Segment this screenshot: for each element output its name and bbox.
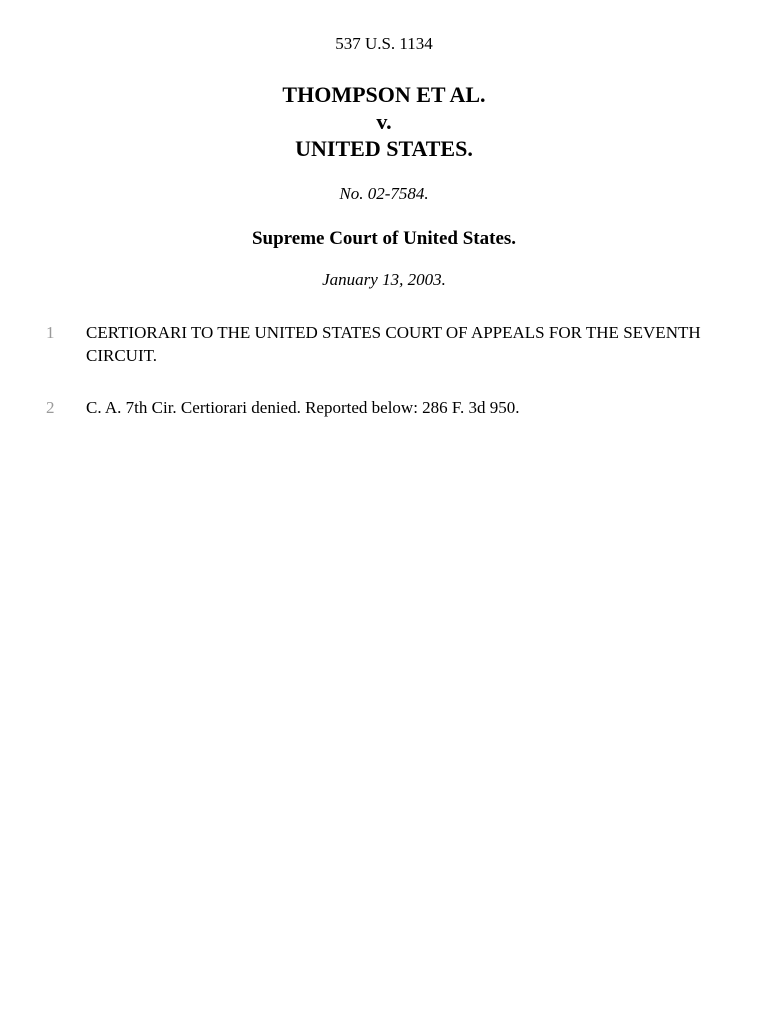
paragraph-number: 1 <box>46 323 55 342</box>
docket-number: No. 02-7584. <box>339 184 429 203</box>
paragraph-text: C. A. 7th Cir. Certiorari denied. Reported below: 286 F. 3d 950. <box>86 398 520 417</box>
paragraph-text: CERTIORARI TO THE UNITED STATES COURT OF APPEALS FOR THE SEVENTH CIRCUIT. <box>86 323 701 365</box>
court-name: Supreme Court of United States. <box>251 228 517 249</box>
case-title-respondent: UNITED STATES. <box>295 136 473 161</box>
case-title-petitioner: THOMPSON ET AL. <box>282 82 486 107</box>
case-citation: 537 U.S. 1134 <box>335 34 433 53</box>
decision-date: January 13, 2003. <box>322 270 446 289</box>
case-title <box>0 81 768 162</box>
paragraph-number: 2 <box>46 398 55 417</box>
case-title-versus: v. <box>376 109 392 134</box>
